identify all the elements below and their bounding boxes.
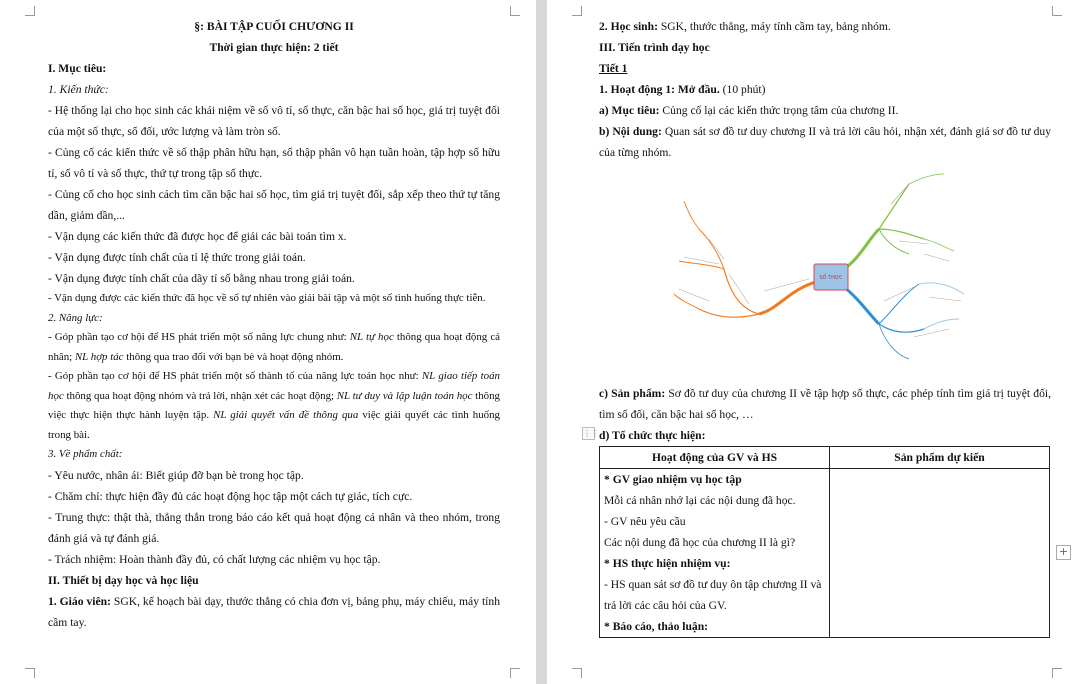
text-run: (10 phút) — [719, 83, 766, 96]
table-line: * GV giao nhiệm vụ học tập — [604, 473, 742, 486]
organization-heading: d) Tổ chức thực hiện: — [599, 429, 706, 442]
lesson-period: Tiết 1 — [599, 62, 628, 75]
section-objectives: I. Mục tiêu: — [48, 62, 107, 75]
right-page-content — [583, 16, 1052, 638]
competence-general — [48, 328, 500, 367]
page-corner-mark — [510, 668, 520, 678]
subsection-knowledge: 1. Kiến thức: — [48, 83, 109, 96]
text-run: NL tư duy và lập luận toán học — [336, 389, 473, 402]
knowledge-item: - Củng cố các kiến thức về số thập phân hữu hạn, số thập phân vô hạn tuần hoàn, tập hợp số hữu tỉ, số vô tỉ và số thực, thứ tự trong tập số thực. — [48, 146, 500, 180]
table-line: - GV nêu yêu cầu — [604, 515, 686, 528]
activity-product — [599, 383, 1051, 425]
activity-1-heading — [599, 79, 1051, 100]
knowledge-item: - Vận dụng các kiến thức đã được học để giải các bài toán tìm x. — [48, 230, 347, 243]
mindmap-center-label: SỐ THỰC — [819, 275, 843, 281]
text-run: thông việc thực hiện thực hành luyện tập. — [48, 389, 500, 421]
page-right — [547, 0, 1083, 684]
text-run: NL giao tiếp toán học — [48, 370, 501, 402]
table-line: - HS quan sát sơ đồ tư duy ôn tập chương II và trả lời các câu hỏi của GV. — [604, 578, 822, 612]
knowledge-item: - Vận dụng được tính chất của dãy tỉ số bằng nhau trong giải toán. — [48, 272, 355, 285]
page-corner-mark — [25, 6, 35, 16]
table-cell-teacher-activity — [600, 469, 830, 638]
quality-item: - Trung thực: thật thà, thẳng thắn trong báo cáo kết quả hoạt động cá nhân và theo nhóm, trong đánh giá và tự đánh giá. — [48, 510, 500, 545]
text-run: Củng cố lại các kiến thức trọng tâm của chương II. — [659, 104, 899, 117]
text-run: 1. Giáo viên: — [48, 594, 111, 608]
teacher-equipment — [48, 591, 500, 633]
subsection-competence: 2. Năng lực: — [48, 311, 103, 324]
page-corner-mark — [25, 668, 35, 678]
lesson-title: §: BÀI TẬP CUỐI CHƯƠNG II — [194, 20, 354, 33]
knowledge-item: - Vận dụng được tính chất của tỉ lệ thức trong giải toán. — [48, 251, 306, 264]
mindmap-figure — [599, 169, 1051, 379]
subsection-qualities: 3. Về phẩm chất: — [48, 448, 123, 460]
table-header-cell: Sản phẩm dự kiến — [830, 447, 1050, 469]
page-left — [0, 0, 536, 684]
table-line: * Báo cáo, thảo luận: — [604, 620, 709, 633]
left-page-content — [48, 16, 500, 633]
table-line: Mỗi cá nhân nhớ lại các nội dung đã học. — [604, 494, 796, 507]
text-run: SGK, kế hoạch bài dạy, thước thẳng có chia đơn vị, bảng phụ, máy chiếu, máy tính cầm tay. — [48, 594, 500, 629]
text-run: 1. Hoạt động 1: Mở đầu. — [599, 83, 720, 96]
text-run: NL hợp tác — [74, 350, 124, 363]
lesson-duration: Thời gian thực hiện: 2 tiết — [209, 41, 339, 54]
competence-math — [48, 367, 500, 445]
text-run: a) Mục tiêu: — [599, 104, 660, 117]
text-run: việc giải quyết các tình huống trong bài. — [48, 409, 500, 441]
text-run: thông qua trao đổi với bạn bè và hoạt động nhóm. — [123, 350, 344, 363]
quality-item: - Chăm chỉ: thực hiện đầy đủ các hoạt động học tập một cách tự giác, tích cực. — [48, 489, 413, 503]
page-corner-mark — [572, 6, 582, 16]
mindmap-image — [669, 169, 969, 374]
text-run: thông qua hoạt động nhóm và trả lời, nhận xét các hoạt động; — [63, 389, 337, 402]
activity-goal — [599, 100, 1051, 121]
activity-table-wrap — [583, 425, 1051, 638]
text-run: - Góp phần tạo cơ hội để HS phát triển một số năng lực chung như: — [48, 331, 350, 343]
table-line: Các nội dung đã học của chương II là gì? — [604, 536, 796, 549]
text-run: NL giải quyết vấn đề thông qua — [213, 409, 359, 421]
text-run: NL tự học — [349, 331, 394, 343]
page-corner-mark — [510, 6, 520, 16]
add-column-button[interactable]: + — [1056, 545, 1071, 560]
text-run: SGK, thước thẳng, máy tính cầm tay, bảng nhóm. — [657, 20, 891, 33]
page-corner-mark — [1052, 668, 1062, 678]
table-header-cell: Hoạt động của GV và HS — [600, 447, 830, 469]
table-move-handle[interactable]: ⋮⋮ — [583, 429, 599, 438]
quality-item: - Yêu nước, nhân ái: Biết giúp đỡ bạn bè trong học tập. — [48, 468, 304, 482]
table-row — [600, 469, 1050, 638]
quality-item: - Trách nhiệm: Hoàn thành đầy đủ, có chất lượng các nhiệm vụ học tập. — [48, 552, 381, 566]
table-cell-expected-product — [830, 469, 1050, 638]
section-equipment: II. Thiết bị dạy học và học liệu — [48, 573, 199, 587]
text-run: Sơ đồ tư duy của chương II về tập hợp số thực, các phép tính tìm giá trị tuyệt đối, tìm số đối, căn bậc hai số học, … — [599, 387, 1051, 421]
student-equipment — [599, 16, 1051, 37]
table-header-row — [600, 447, 1050, 469]
table-line: * HS thực hiện nhiệm vụ: — [604, 557, 731, 570]
page-corner-mark — [572, 668, 582, 678]
knowledge-item: - Vận dụng được các kiến thức đã học về số tự nhiên vào giải bài tập và một số tình huống thực tiễn. — [48, 292, 486, 304]
text-run: b) Nội dung: — [599, 125, 662, 138]
text-run: 2. Học sinh: — [599, 20, 658, 33]
text-run: c) Sản phẩm: — [599, 387, 666, 400]
section-process: III. Tiến trình dạy học — [599, 41, 710, 54]
activity-table — [599, 446, 1050, 638]
activity-content — [599, 121, 1051, 163]
knowledge-item: - Hệ thống lại cho học sinh các khái niệm về số vô tỉ, số thực, căn bậc hai số học, giá trị tuyệt đối của một số thực, số đối, ước lượng và làm tròn số. — [48, 104, 500, 138]
text-run: - Góp phần tạo cơ hội để HS phát triển một số thành tố của năng lực toán học như: — [48, 370, 422, 382]
knowledge-item: - Củng cố cho học sinh cách tìm căn bậc hai số học, tìm giá trị tuyệt đối, sắp xếp theo thứ tự tăng dần, giảm dần,... — [48, 188, 500, 222]
text-run: thông qua hoạt động cá nhân; — [48, 331, 500, 363]
text-run: Quan sát sơ đồ tư duy chương II và trả lời câu hỏi, nhận xét, đánh giá sơ đồ tư duy của từng nhóm. — [599, 125, 1052, 159]
page-corner-mark — [1052, 6, 1062, 16]
